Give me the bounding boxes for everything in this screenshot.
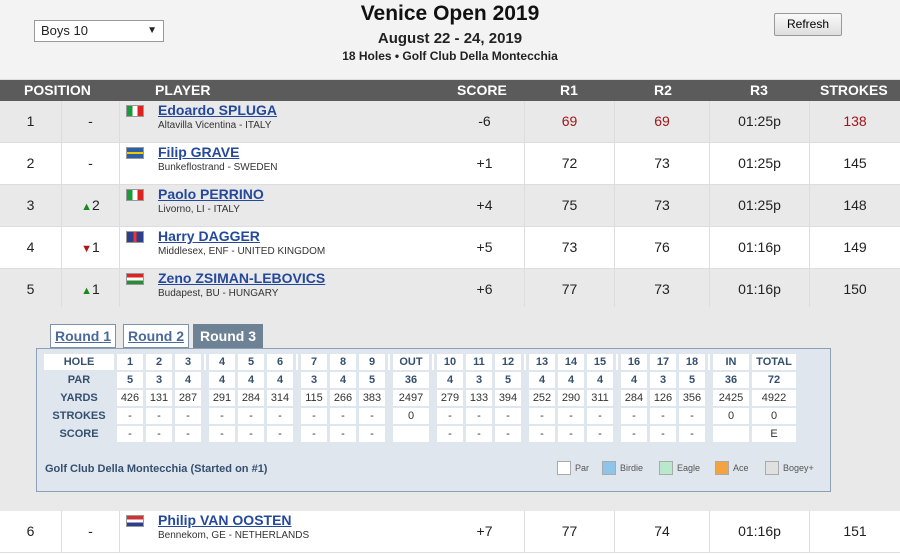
uk-flag-icon (126, 231, 144, 243)
movement-cell (62, 185, 120, 226)
scorecard-cell: 291 (209, 390, 235, 406)
tournament-venue: 18 Holes • Golf Club Della Montecchia (342, 49, 558, 63)
tab-round-2[interactable]: Round 2 (123, 324, 189, 348)
spacer (204, 408, 206, 424)
scorecard-cell: - (679, 408, 705, 424)
r2-cell: 73 (615, 269, 710, 310)
r1-cell: 69 (525, 101, 615, 142)
player-name-link[interactable]: Edoardo SPLUGA (158, 102, 278, 118)
movement-cell (62, 511, 120, 552)
position-cell: 3 (0, 185, 62, 226)
scorecard-cell: TOTAL (752, 354, 796, 370)
scorecard-table (41, 352, 799, 444)
scorecard-cell: - (175, 408, 201, 424)
scorecard-row-strokes (44, 408, 796, 424)
scorecard-cell: 284 (238, 390, 264, 406)
scorecard-cell: - (359, 408, 385, 424)
scorecard-cell: 36 (713, 372, 749, 388)
strokes-cell: 149 (843, 239, 867, 255)
spacer (524, 354, 526, 370)
movement-cell (62, 143, 120, 184)
scorecard-cell: 131 (146, 390, 172, 406)
down-arrow-icon: ▼ (81, 243, 93, 255)
position-cell: 4 (0, 227, 62, 268)
player-name-link[interactable]: Filip GRAVE (158, 144, 240, 160)
movement-cell (62, 101, 120, 142)
scorecard-cell: 4 (238, 372, 264, 388)
col-score: SCORE (457, 82, 507, 98)
scorecard-cell: 17 (650, 354, 676, 370)
up-arrow-icon: ▲ (81, 201, 93, 213)
scorecard-cell: 5 (679, 372, 705, 388)
spacer (616, 426, 618, 442)
spacer (388, 426, 390, 442)
scorecard-cell: - (146, 408, 172, 424)
scorecard-cell: 4 (175, 372, 201, 388)
scorecard-cell: 4922 (752, 390, 796, 406)
r3-cell: 01:16p (710, 511, 810, 552)
move-value: 1 (92, 239, 100, 255)
spacer (432, 354, 434, 370)
legend-birdie: Birdie (620, 463, 644, 473)
score-cell: +5 (445, 227, 525, 268)
spacer (388, 372, 390, 388)
scorecard-cell: 314 (267, 390, 293, 406)
score-cell: +4 (445, 185, 525, 226)
scorecard-cell: 4 (621, 372, 647, 388)
hungary-flag-icon (126, 273, 144, 285)
scorecard-cell: - (650, 426, 676, 442)
r3-cell: 01:16p (710, 269, 810, 310)
player-name-link[interactable]: Paolo PERRINO (158, 186, 264, 202)
col-r2: R2 (654, 82, 672, 98)
scorecard-cell: 4 (587, 372, 613, 388)
scorecard-cell: 3 (301, 372, 327, 388)
move-value: 1 (92, 281, 100, 297)
player-cell (120, 185, 445, 226)
r2-cell: 76 (615, 227, 710, 268)
player-location: Altavilla Vicentina - ITALY (158, 120, 272, 131)
scorecard-cell: 3 (146, 372, 172, 388)
position-cell: 1 (0, 101, 62, 142)
legend-par-swatch (557, 461, 571, 475)
chevron-down-icon: ▼ (147, 25, 157, 36)
r3-cell: 01:25p (710, 143, 810, 184)
legend-eagle: Eagle (677, 463, 701, 473)
scorecard-cell: - (238, 426, 264, 442)
score-cell: +1 (445, 143, 525, 184)
r3-cell: 01:16p (710, 227, 810, 268)
scorecard-cell: - (301, 426, 327, 442)
scorecard-cell: - (558, 408, 584, 424)
scorecard-cell: 126 (650, 390, 676, 406)
scorecard-cell: - (267, 408, 293, 424)
scorecard-cell: - (621, 426, 647, 442)
scorecard-cell: - (558, 426, 584, 442)
legend-ace-swatch (715, 461, 729, 475)
player-location: Bunkeflostrand - SWEDEN (158, 162, 278, 173)
scorecard-cell: 3 (466, 372, 492, 388)
legend-bogey: Bogey+ (783, 463, 814, 473)
scorecard-row-score (44, 426, 796, 442)
player-location: Bennekom, GE - NETHERLANDS (158, 530, 310, 541)
legend-ace: Ace (733, 463, 749, 473)
move-value: - (88, 113, 93, 129)
scorecard-cell: 311 (587, 390, 613, 406)
scorecard-cell: - (209, 426, 235, 442)
scorecard-cell: 4 (209, 372, 235, 388)
col-r3: R3 (750, 82, 768, 98)
scorecard-cell: 133 (466, 390, 492, 406)
scorecard-cell: 16 (621, 354, 647, 370)
scorecard-cell: - (529, 426, 555, 442)
strokes-cell: 148 (843, 197, 867, 213)
scorecard-cell: 5 (117, 372, 143, 388)
scorecard-row-yards (44, 390, 796, 406)
r1-cell: 72 (525, 143, 615, 184)
spacer (296, 408, 298, 424)
player-location: Livorno, LI - ITALY (158, 204, 240, 215)
spacer (296, 426, 298, 442)
up-arrow-icon: ▲ (81, 285, 93, 297)
table-row (0, 185, 900, 227)
scorecard-cell: 4 (529, 372, 555, 388)
spacer (296, 354, 298, 370)
scorecard-cell: 9 (359, 354, 385, 370)
scorecard-cell: 115 (301, 390, 327, 406)
scorecard-cell: 2497 (393, 390, 429, 406)
scorecard-cell: 290 (558, 390, 584, 406)
spacer (388, 408, 390, 424)
spacer (296, 390, 298, 406)
spacer (616, 354, 618, 370)
spacer (204, 390, 206, 406)
scorecard-cell: - (495, 408, 521, 424)
movement-cell (62, 269, 120, 310)
scorecard-cell: 5 (495, 372, 521, 388)
spacer (524, 426, 526, 442)
scorecard-cell: 5 (359, 372, 385, 388)
col-position: POSITION (24, 82, 91, 98)
italy-flag-icon (126, 189, 144, 201)
r3-cell: 01:25p (710, 185, 810, 226)
r2-cell: 73 (615, 143, 710, 184)
table-row (0, 143, 900, 185)
scorecard-cell: 4 (437, 372, 463, 388)
spacer (708, 390, 710, 406)
scorecard-cell: - (679, 426, 705, 442)
position-cell: 5 (0, 269, 62, 310)
scorecard-cell: - (466, 408, 492, 424)
scorecard-cell: IN (713, 354, 749, 370)
score-cell: -6 (445, 101, 525, 142)
spacer (524, 372, 526, 388)
scorecard-cell (713, 426, 749, 442)
scorecard-cell: 2 (146, 354, 172, 370)
scorecard-label: YARDS (44, 390, 114, 406)
scorecard-cell: - (529, 408, 555, 424)
tab-round-1[interactable]: Round 1 (50, 324, 116, 348)
header (0, 0, 900, 80)
player-cell (120, 227, 445, 268)
scorecard-cell: 18 (679, 354, 705, 370)
scorecard-label: STROKES (44, 408, 114, 424)
course-name: Golf Club Della Montecchia (Started on #1) (45, 463, 268, 475)
table-row (0, 227, 900, 269)
spacer (708, 408, 710, 424)
scorecard-cell: 14 (558, 354, 584, 370)
scorecard-cell: - (437, 426, 463, 442)
legend-eagle-swatch (659, 461, 673, 475)
scorecard-cell: 284 (621, 390, 647, 406)
scorecard-cell: 3 (175, 354, 201, 370)
player-location: Budapest, BU - HUNGARY (158, 288, 279, 299)
spacer (708, 372, 710, 388)
spacer (204, 354, 206, 370)
spacer (616, 372, 618, 388)
strokes-cell: 138 (843, 113, 867, 129)
spacer (388, 354, 390, 370)
scorecard-cell: 383 (359, 390, 385, 406)
position-cell: 2 (0, 143, 62, 184)
spacer (616, 390, 618, 406)
scorecard-cell: 36 (393, 372, 429, 388)
scorecard-cell: - (175, 426, 201, 442)
spacer (524, 408, 526, 424)
spacer (204, 426, 206, 442)
strokes-cell: 145 (843, 155, 867, 171)
table-row (0, 269, 900, 311)
r1-cell: 75 (525, 185, 615, 226)
r2-cell: 69 (615, 101, 710, 142)
scorecard-cell: 4 (558, 372, 584, 388)
scorecard-cell: 279 (437, 390, 463, 406)
scorecard-cell: E (752, 426, 796, 442)
scorecard-cell: - (209, 408, 235, 424)
spacer (432, 390, 434, 406)
scorecard-cell: 4 (267, 372, 293, 388)
scorecard-cell: 0 (713, 408, 749, 424)
scorecard-cell: - (330, 408, 356, 424)
scorecard-cell: - (359, 426, 385, 442)
spacer (432, 372, 434, 388)
scorecard-cell: 252 (529, 390, 555, 406)
strokes-cell: 151 (843, 523, 867, 539)
scorecard-cell: 13 (529, 354, 555, 370)
scorecard-cell: - (301, 408, 327, 424)
scorecard-cell: - (587, 408, 613, 424)
scorecard-cell: 426 (117, 390, 143, 406)
scorecard-label: PAR (44, 372, 114, 388)
scorecard-cell: - (267, 426, 293, 442)
r2-cell: 73 (615, 185, 710, 226)
scorecard-cell: 12 (495, 354, 521, 370)
scorecard-cell: 4 (330, 372, 356, 388)
r3-cell: 01:25p (710, 101, 810, 142)
player-location: Middlesex, ENF - UNITED KINGDOM (158, 246, 326, 257)
scorecard-cell: 5 (238, 354, 264, 370)
sweden-flag-icon (126, 147, 144, 159)
scorecard-cell: 1 (117, 354, 143, 370)
table-row (0, 511, 900, 553)
scorecard-cell: 0 (393, 408, 429, 424)
scorecard-cell: 356 (679, 390, 705, 406)
scorecard-cell: 8 (330, 354, 356, 370)
refresh-button[interactable]: Refresh (774, 13, 842, 36)
scorecard-cell: - (117, 408, 143, 424)
tournament-dates: August 22 - 24, 2019 (377, 30, 523, 47)
scorecard-cell: 7 (301, 354, 327, 370)
scorecard-cell: 10 (437, 354, 463, 370)
r1-cell: 77 (525, 511, 615, 552)
player-cell (120, 101, 445, 142)
move-value: - (88, 155, 93, 171)
scorecard-cell: 11 (466, 354, 492, 370)
netherlands-flag-icon (126, 515, 144, 527)
player-name-link[interactable]: Harry DAGGER (158, 228, 260, 244)
scorecard-label: HOLE (44, 354, 114, 370)
scorecard-cell: - (238, 408, 264, 424)
r2-cell: 74 (615, 511, 710, 552)
scorecard-cell: - (466, 426, 492, 442)
player-name-link[interactable]: Zeno ZSIMAN-LEBOVICS (158, 270, 326, 286)
scorecard-cell: - (621, 408, 647, 424)
score-cell: +7 (445, 511, 525, 552)
player-cell (120, 511, 445, 552)
table-row (0, 101, 900, 143)
scorecard-cell: 6 (267, 354, 293, 370)
r1-cell: 73 (525, 227, 615, 268)
scorecard-cell: - (330, 426, 356, 442)
scorecard-cell: - (650, 408, 676, 424)
strokes-cell: 150 (843, 281, 867, 297)
column-headers (0, 80, 900, 101)
col-strokes: STROKES (820, 82, 888, 98)
legend-bogey-swatch (765, 461, 779, 475)
legend-par: Par (575, 463, 590, 473)
tab-round-3[interactable]: Round 3 (193, 324, 263, 348)
scorecard-cell: 287 (175, 390, 201, 406)
spacer (524, 390, 526, 406)
spacer (432, 408, 434, 424)
spacer (204, 372, 206, 388)
legend-birdie-swatch (602, 461, 616, 475)
scorecard-cell: 15 (587, 354, 613, 370)
spacer (296, 372, 298, 388)
scorecard-cell: 2425 (713, 390, 749, 406)
scorecard-cell: 4 (209, 354, 235, 370)
scorecard-cell: 3 (650, 372, 676, 388)
italy-flag-icon (126, 105, 144, 117)
col-r1: R1 (560, 82, 578, 98)
r1-cell: 77 (525, 269, 615, 310)
scorecard-cell: 0 (752, 408, 796, 424)
scorecard-cell: - (146, 426, 172, 442)
division-select-value: Boys 10 (41, 23, 88, 38)
move-value: - (88, 523, 93, 539)
scorecard-label: SCORE (44, 426, 114, 442)
scorecard-cell: - (437, 408, 463, 424)
spacer (432, 426, 434, 442)
scorecard-cell (393, 426, 429, 442)
position-cell: 6 (0, 511, 62, 552)
scorecard-cell: OUT (393, 354, 429, 370)
col-player: PLAYER (155, 82, 211, 98)
player-cell (120, 143, 445, 184)
scorecard-cell: 72 (752, 372, 796, 388)
scorecard-cell: - (587, 426, 613, 442)
scorecard-cell: 266 (330, 390, 356, 406)
spacer (708, 354, 710, 370)
score-cell: +6 (445, 269, 525, 310)
scorecard-cell: - (495, 426, 521, 442)
scorecard-cell: 394 (495, 390, 521, 406)
player-cell (120, 269, 445, 310)
scorecard-row-hole (44, 354, 796, 370)
movement-cell (62, 227, 120, 268)
spacer (708, 426, 710, 442)
player-name-link[interactable]: Philip VAN OOSTEN (158, 512, 292, 528)
scorecard-row-par (44, 372, 796, 388)
scorecard (36, 348, 831, 492)
move-value: 2 (92, 197, 100, 213)
scorecard-cell: - (117, 426, 143, 442)
spacer (616, 408, 618, 424)
tournament-title: Venice Open 2019 (360, 2, 540, 25)
spacer (388, 390, 390, 406)
